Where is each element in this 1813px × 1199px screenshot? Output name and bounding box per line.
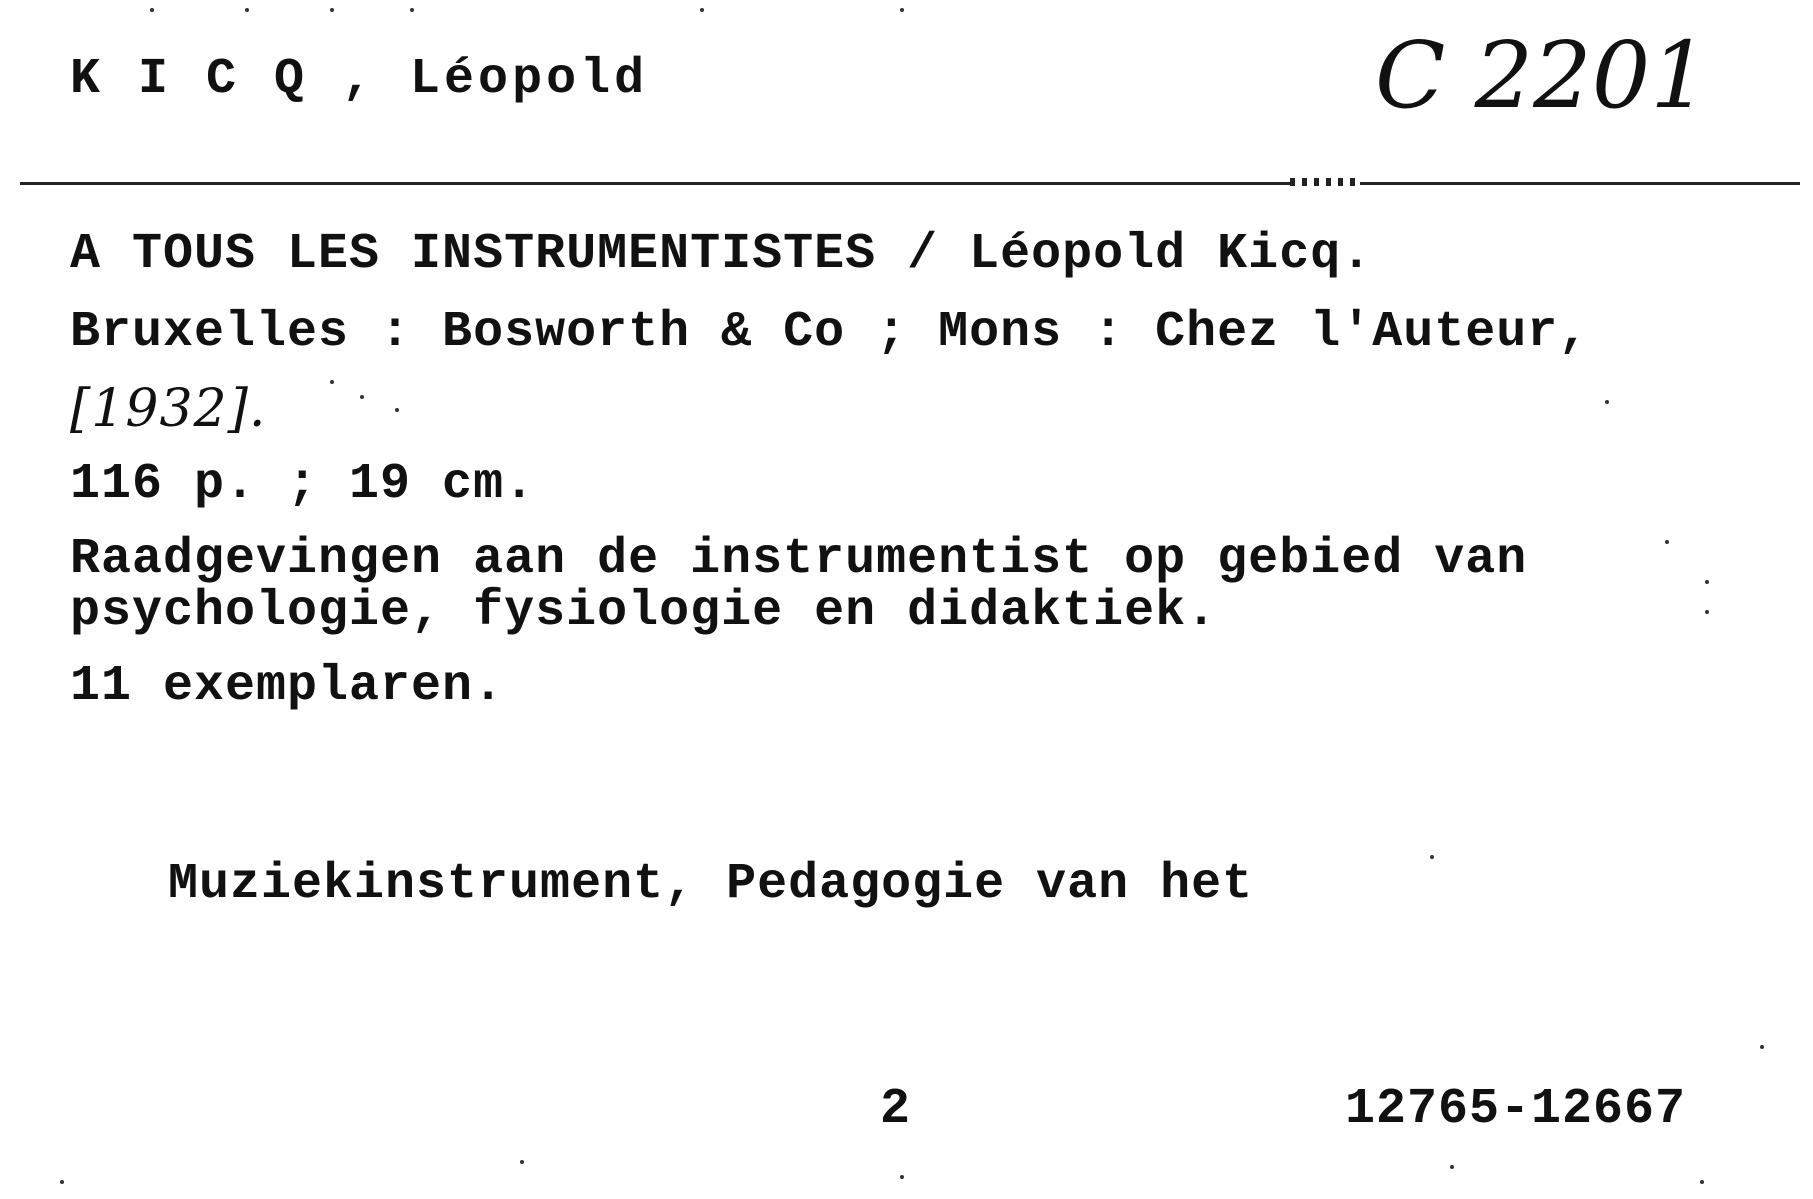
rule-dotted-segment [1290,178,1360,186]
scan-speck [520,1160,524,1164]
content-note-line-2: psychologie, fysiologie en didaktiek. [70,583,1218,640]
scan-speck [360,395,364,399]
scan-speck [395,408,399,412]
scan-speck [60,1180,64,1184]
number-range: 12765-12667 [1345,1081,1687,1138]
scan-speck [1700,1180,1704,1184]
scan-speck [1760,1045,1764,1049]
scan-speck [410,8,414,12]
scan-speck [900,8,904,12]
scan-speck [700,8,704,12]
scan-speck [1665,540,1669,544]
scan-speck [1605,400,1609,404]
heading-rule [20,182,1800,185]
scan-speck [1450,1165,1454,1169]
publication-date: [1932]. [70,379,267,439]
scan-speck [330,8,334,12]
scan-speck [1705,580,1709,584]
content-note-line-1: Raadgevingen aan de instrumentist op gebied van [70,531,1528,588]
imprint-line: Bruxelles : Bosworth & Co ; Mons : Chez l'Auteur, [70,304,1590,361]
title-statement: A TOUS LES INSTRUMENTISTES / Léopold Kicq. [70,226,1373,283]
author-heading: K I C Q , Léopold [70,51,649,108]
card-number: 2 [880,1081,912,1138]
subject-heading: Muziekinstrument, Pedagogie van het [168,856,1254,913]
copies-note: 11 exemplaren. [70,658,505,715]
scan-speck [245,8,249,12]
scan-speck [1705,610,1709,614]
physical-extent: 116 p. ; 19 cm. [70,456,536,513]
scan-speck [1430,855,1434,859]
handwritten-shelfmark: C 2201 [1375,22,1709,129]
scan-speck [900,1175,904,1179]
scan-speck [330,380,334,384]
scan-speck [150,8,154,12]
